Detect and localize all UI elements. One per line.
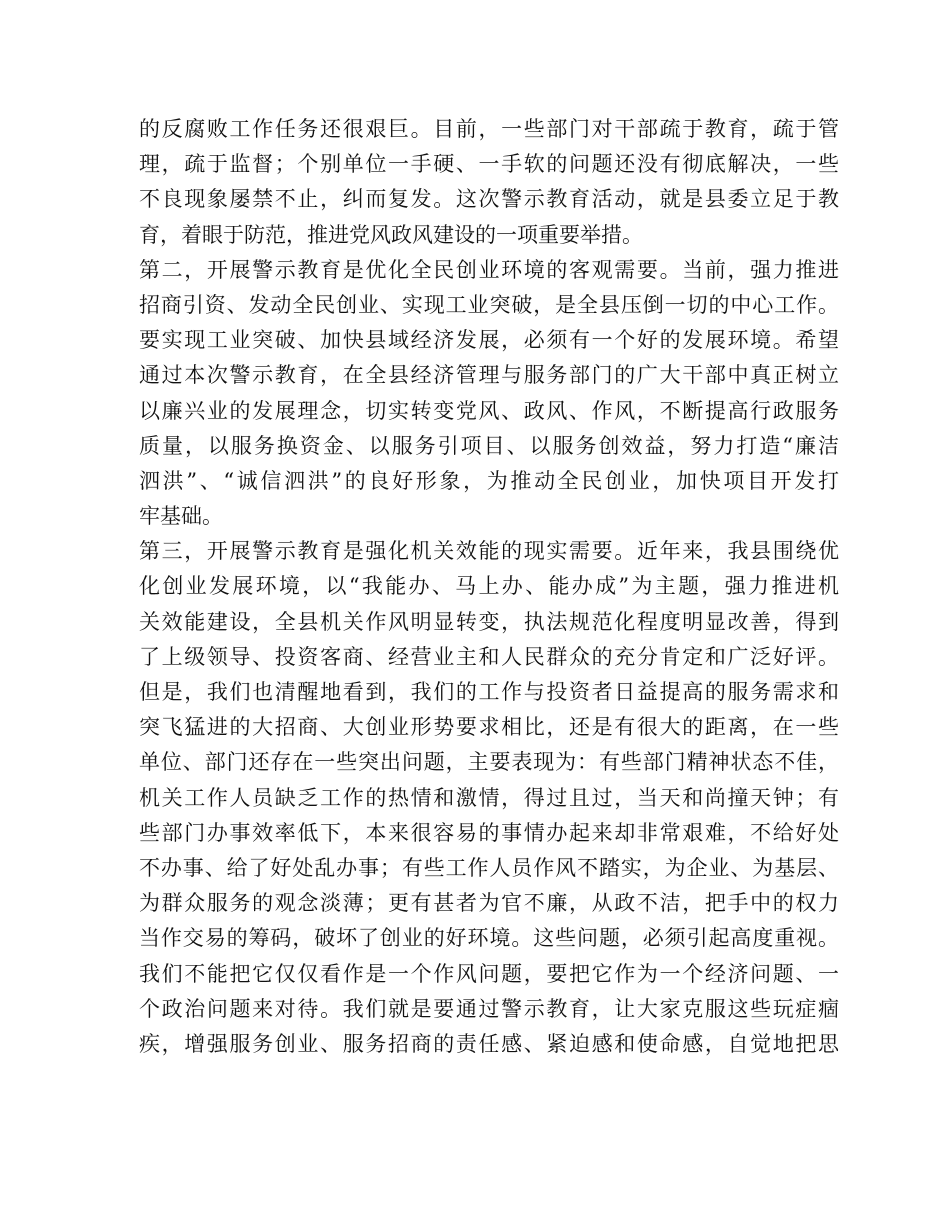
- text-line: 质量，以服务换资金、以服务引项目、以服务创效益，努力打造“廉洁: [139, 433, 839, 458]
- text-line: 招商引资、发动全民创业、实现工业突破，是全县压倒一切的中心工作。: [139, 292, 839, 317]
- text-line: 育，着眼于防范，推进党风政风建设的一项重要举措。: [139, 222, 643, 247]
- text-line: 通过本次警示教育，在全县经济管理与服务部门的广大干部中真正树立: [139, 363, 839, 388]
- text-line: 突飞猛进的大招商、大创业形势要求相比，还是有很大的距离，在一些: [139, 715, 839, 740]
- text-line: 了上级领导、投资客商、经营业主和人民群众的充分肯定和广泛好评。: [139, 644, 839, 669]
- text-line: 为群众服务的观念淡薄；更有甚者为官不廉，从政不洁，把手中的权力: [139, 891, 839, 916]
- text-line: 但是，我们也清醒地看到，我们的工作与投资者日益提高的服务需求和: [139, 680, 839, 704]
- text-line: 不办事、给了好处乱办事；有些工作人员作风不踏实，为企业、为基层、: [139, 855, 839, 880]
- text-line: 机关工作人员缺乏工作的热情和激情，得过且过，当天和尚撞天钟；有: [139, 785, 839, 810]
- text-line: 第二，开展警示教育是优化全民创业环境的客观需要。当前，强力推进: [139, 257, 839, 282]
- text-line: 关效能建设，全县机关作风明显转变，执法规范化程度明显改善，得到: [139, 609, 839, 634]
- text-line: 以廉兴业的发展理念，切实转变党风、政风、作风，不断提高行政服务: [139, 398, 839, 423]
- text-line: 当作交易的筹码，破坏了创业的好环境。这些问题，必须引起高度重视。: [139, 926, 839, 951]
- text-line: 单位、部门还存在一些突出问题，主要表现为：有些部门精神状态不佳，: [139, 750, 839, 775]
- body-text: [139, 112, 839, 1062]
- text-line: 化创业发展环境，以“我能办、马上办、能办成”为主题，强力推进机: [139, 574, 839, 599]
- text-line: 些部门办事效率低下，本来很容易的事情办起来却非常艰难，不给好处: [139, 820, 839, 845]
- text-line: 疾，增强服务创业、服务招商的责任感、紧迫感和使命感，自觉地把思: [139, 1031, 839, 1056]
- text-line: 泗洪”、“诚信泗洪”的良好形象，为推动全民创业，加快项目开发打: [139, 468, 839, 493]
- text-line: 我们不能把它仅仅看作是一个作风问题，要把它作为一个经济问题、一: [139, 961, 839, 986]
- text-line: 的反腐败工作任务还很艰巨。目前，一些部门对干部疏于教育，疏于管: [139, 117, 839, 141]
- text-line: 不良现象屡禁不止，纠而复发。这次警示教育活动，就是县委立足于教: [139, 187, 839, 212]
- text-line: 牢基础。: [139, 504, 223, 529]
- text-line: 个政治问题来对待。我们就是要通过警示教育，让大家克服这些玩症痼: [139, 996, 839, 1021]
- text-line: 要实现工业突破、加快县域经济发展，必须有一个好的发展环境。希望: [139, 328, 839, 353]
- text-line: 第三，开展警示教育是强化机关效能的现实需要。近年来，我县围绕优: [139, 539, 839, 564]
- text-line: 理，疏于监督；个别单位一手硬、一手软的问题还没有彻底解决，一些: [139, 152, 839, 177]
